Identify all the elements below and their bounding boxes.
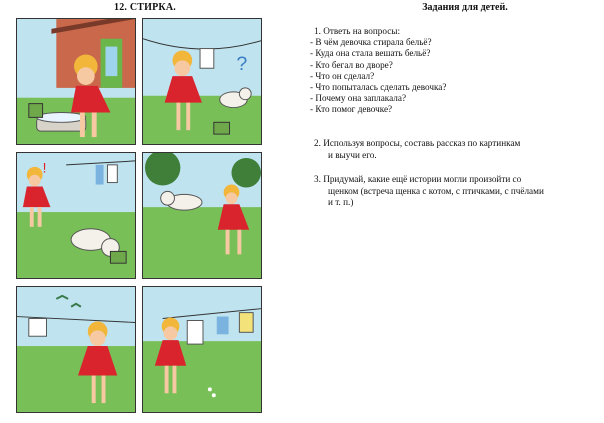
- comic-strip: [8, 18, 270, 416]
- question-1: - В чём девочка стирала бельё?: [310, 37, 432, 48]
- comic-panel-2: [142, 18, 262, 145]
- task-2-line-2: и выучи его.: [328, 149, 377, 160]
- comic-panel-6: [142, 286, 262, 413]
- hanging-scene: [143, 19, 261, 144]
- comic-panel-3: [16, 152, 136, 279]
- task-1-heading: 1. Ответь на вопросы:: [314, 26, 400, 36]
- comic-title: 12. СТИРКА.: [114, 2, 176, 13]
- task-2-line-1: 2. Используя вопросы, составь рассказ по картинкам: [314, 138, 521, 148]
- question-2: - Куда она стала вешать бельё?: [310, 48, 431, 59]
- tasks-title: Задания для детей.: [422, 2, 508, 13]
- question-6: - Почему она заплакала?: [310, 93, 407, 104]
- question-3: - Кто бегал во дворе?: [310, 59, 393, 70]
- task-1: [310, 26, 446, 116]
- question-5: - Что попыталась сделать девочка?: [310, 82, 447, 93]
- chase-scene: [143, 153, 261, 278]
- helped-scene: [143, 287, 261, 412]
- tasks-section: [310, 0, 600, 207]
- task-3-line-2: щенком (встреча щенка с котом, с птичками, с пчёлами: [328, 185, 544, 196]
- task-3-line-1: 3. Придумай, какие ещё истории могли произойти со: [314, 174, 522, 184]
- task-3: [314, 174, 604, 209]
- comic-panel-4: [142, 152, 262, 279]
- svg-text:?: ?: [236, 53, 248, 76]
- comic-panel-1: [16, 18, 136, 145]
- task-3-line-3: и т. п.): [328, 197, 354, 207]
- question-4: - Что он сделал?: [310, 70, 375, 81]
- task-2: [314, 138, 600, 161]
- question-7: - Кто помог девочке?: [310, 104, 393, 115]
- crying-scene: [17, 287, 135, 412]
- puppy-runs-scene: [17, 153, 135, 278]
- svg-text:!: !: [42, 160, 47, 176]
- washing-scene: [17, 19, 135, 144]
- comic-panel-5: [16, 286, 136, 413]
